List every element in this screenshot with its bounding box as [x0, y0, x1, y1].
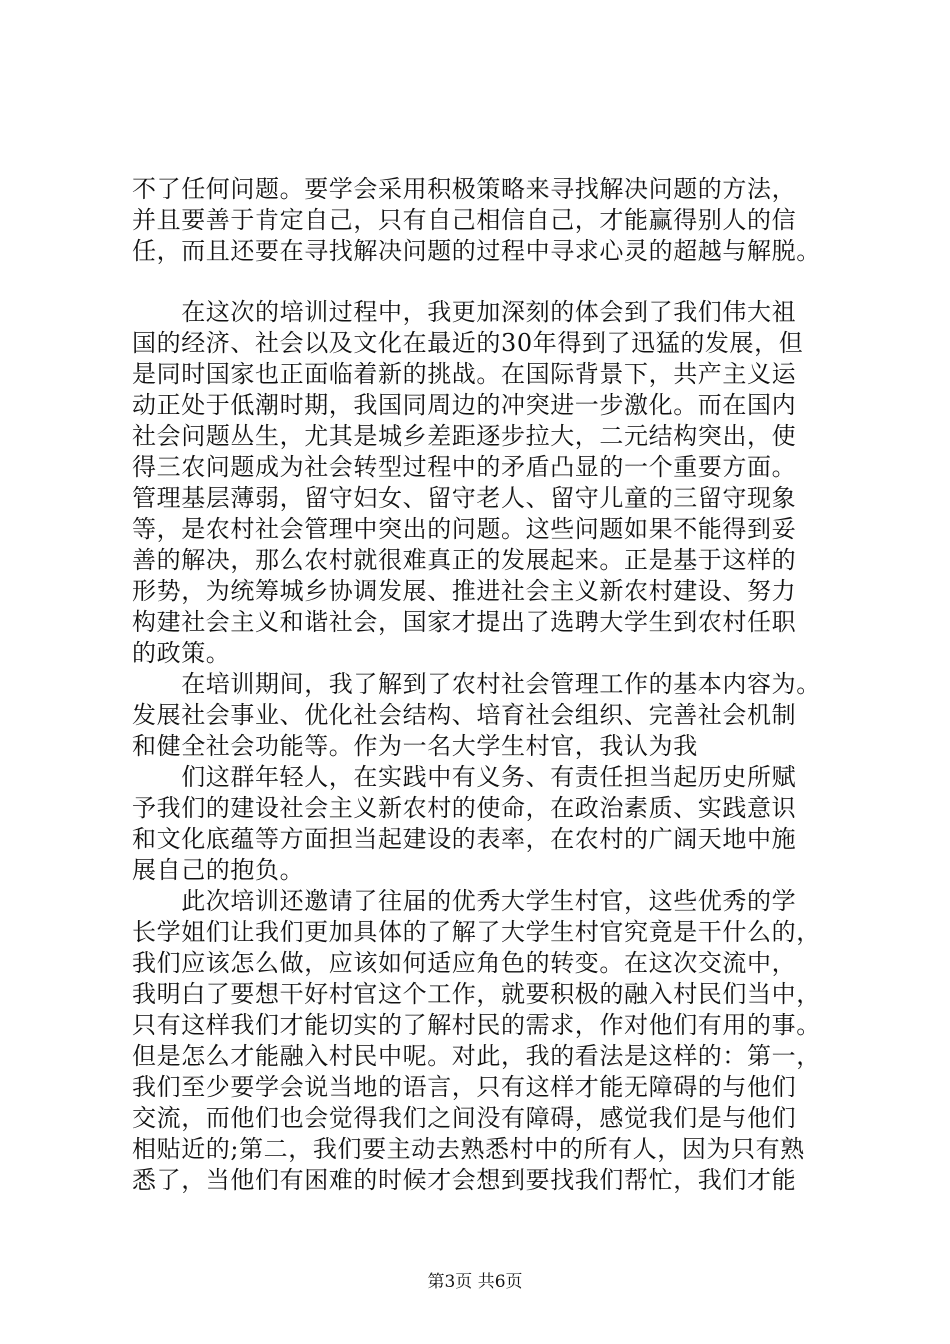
text-line: 但是怎么才能融入村民中呢。对此，我的看法是这样的：第一，	[132, 1042, 821, 1070]
text-line: 国的经济、社会以及文化在最近的30年得到了迅猛的发展，但	[132, 329, 804, 357]
text-line: 我们应该怎么做，应该如何适应角色的转变。在这次交流中，	[132, 949, 797, 977]
text-line: 等，是农村社会管理中突出的问题。这些问题如果不能得到妥	[132, 515, 797, 543]
text-line: 管理基层薄弱，留守妇女、留守老人、留守儿童的三留守现象	[132, 484, 797, 512]
text-line: 悉了，当他们有困难的时候才会想到要找我们帮忙，我们才能	[132, 1166, 797, 1194]
page-number: 第3页 共6页	[427, 1272, 523, 1292]
text-line: 形势，为统筹城乡协调发展、推进社会主义新农村建设、努力	[132, 577, 797, 605]
text-line: 交流，而他们也会觉得我们之间没有障碍，感觉我们是与他们	[132, 1104, 797, 1132]
text-line: 们这群年轻人，在实践中有义务、有责任担当起历史所赋	[132, 763, 797, 791]
text-line: 动正处于低潮时期，我国同周边的冲突进一步激化。而在国内	[132, 391, 797, 419]
text-line: 予我们的建设社会主义新农村的使命，在政治素质、实践意识	[132, 794, 797, 822]
text-line: 社会问题丛生，尤其是城乡差距逐步拉大，二元结构突出，使	[132, 422, 797, 450]
text-line: 我们至少要学会说当地的语言，只有这样才能无障碍的与他们	[132, 1073, 797, 1101]
text-line: 构建社会主义和谐社会，国家才提出了选聘大学生到农村任职	[132, 608, 797, 636]
text-line: 和健全社会功能等。作为一名大学生村官，我认为我	[132, 732, 698, 760]
text-line: 是同时国家也正面临着新的挑战。在国际背景下，共产主义运	[132, 360, 797, 388]
text-line: 在这次的培训过程中，我更加深刻的体会到了我们伟大祖	[132, 298, 797, 326]
text-line: 的政策。	[132, 639, 231, 667]
text-line: 长学姐们让我们更加具体的了解了大学生村官究竟是干什么的，	[132, 918, 821, 946]
text-line: 只有这样我们才能切实的了解村民的需求，作对他们有用的事。	[132, 1011, 821, 1039]
text-line: 此次培训还邀请了往届的优秀大学生村官，这些优秀的学	[132, 887, 797, 915]
text-line: 善的解决，那么农村就很难真正的发展起来。正是基于这样的	[132, 546, 797, 574]
text-line: 展自己的抱负。	[132, 856, 305, 884]
text-line: 相贴近的;第二，我们要主动去熟悉村中的所有人，因为只有熟	[132, 1135, 805, 1163]
text-line: 我明白了要想干好村官这个工作，就要积极的融入村民们当中，	[132, 980, 821, 1008]
text-line: 和文化底蕴等方面担当起建设的表率，在农村的广阔天地中施	[132, 825, 797, 853]
text-line: 在培训期间，我了解到了农村社会管理工作的基本内容为。	[132, 670, 821, 698]
text-line: 任，而且还要在寻找解决问题的过程中寻求心灵的超越与解脱。	[132, 237, 821, 265]
text-line: 不了任何问题。要学会采用积极策略来寻找解决问题的方法，	[132, 175, 797, 203]
text-line: 并且要善于肯定自己，只有自己相信自己，才能赢得别人的信	[132, 206, 797, 234]
text-line: 得三农问题成为社会转型过程中的矛盾凸显的一个重要方面。	[132, 453, 797, 481]
text-line: 发展社会事业、优化社会结构、培育社会组织、完善社会机制	[132, 701, 797, 729]
